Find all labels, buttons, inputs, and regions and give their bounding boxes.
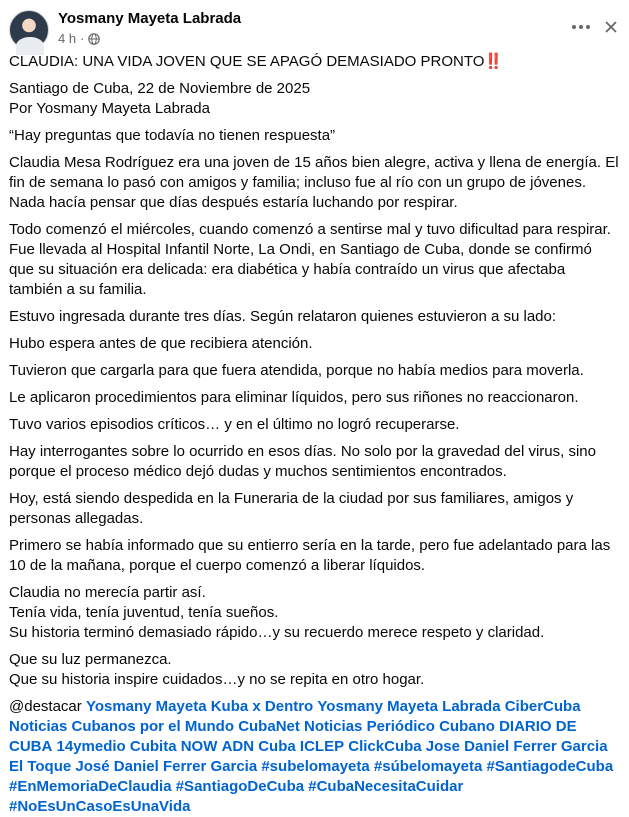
paragraph: Hay interrogantes sobre lo ocurrido en esos días. No solo por la gravedad del virus, sino porque el proceso médico dejó dudas y muchos sentimientos encontrados. <box>9 443 596 480</box>
mention-link[interactable]: ADN Cuba <box>221 738 296 755</box>
paragraph: Todo comenzó el miércoles, cuando comenzó a sentirse mal y tuvo dificultad para respirar. Fue llevada al Hospital Infantil Norte, La Ondi, en Santiago de Cuba, donde se confirmó que su situación era delicada: era diabética y había contraído un virus que afectaba también a su familia. <box>9 221 611 298</box>
closing-block <box>9 650 621 690</box>
mention-link[interactable]: DIARIO DE CUBA <box>9 718 577 755</box>
paragraph: Tuvo varios episodios críticos… y en el último no logró recuperarse. <box>9 416 460 433</box>
meta-separator: · <box>80 31 85 46</box>
dateline-block <box>9 79 621 119</box>
globe-icon <box>88 33 100 45</box>
closing-block <box>9 583 621 643</box>
closing-line: Su historia terminó demasiado rápido…y su recuerdo merece respeto y claridad. <box>9 624 545 641</box>
mention-label: @destacar <box>9 698 82 715</box>
quote: “Hay preguntas que todavía no tienen respuesta” <box>9 127 336 144</box>
paragraph: Tuvieron que cargarla para que fuera atendida, porque no había medios para moverla. <box>9 362 584 379</box>
closing-line: Claudia no merecía partir así. <box>9 584 206 601</box>
close-button[interactable] <box>599 15 623 39</box>
avatar[interactable] <box>9 10 49 50</box>
hashtag-link[interactable]: #SantiagoDeCuba <box>175 778 305 795</box>
post-time[interactable]: 4 h <box>58 31 77 46</box>
hashtag-link[interactable]: #SantiagodeCuba <box>486 758 614 775</box>
mention-link[interactable]: El Toque <box>9 758 72 775</box>
mentions-and-hashtags <box>9 697 621 817</box>
mention-link[interactable]: Yosmany Mayeta Kuba x Dentro <box>85 698 314 715</box>
closing-line: Que su luz permanezca. <box>9 651 172 668</box>
post-meta <box>58 31 100 46</box>
author-name[interactable]: Yosmany Mayeta Labrada <box>58 10 242 27</box>
paragraph: Claudia Mesa Rodríguez era una joven de 15 años bien alegre, activa y llena de energía. El fin de semana lo pasó con amigos y familia; incluso fue al río con un grupo de jóvenes. Nada hacía pensar que días después estaría luchando por respirar. <box>9 154 619 211</box>
hashtag-link[interactable]: #súbelomayeta <box>373 758 483 775</box>
mention-link[interactable]: ClickCuba <box>348 738 422 755</box>
paragraph: Estuvo ingresada durante tres días. Según relataron quienes estuvieron a su lado: <box>9 308 557 325</box>
more-horizontal-icon <box>571 24 591 30</box>
closing-line: Tenía vida, tenía juventud, tenía sueños. <box>9 604 279 621</box>
hashtag-link[interactable]: #subelomayeta <box>261 758 370 775</box>
mention-link[interactable]: 14ymedio <box>56 738 126 755</box>
mention-link[interactable]: Yosmany Mayeta Labrada <box>317 698 501 715</box>
hashtag-link[interactable]: #NoEsUnCasoEsUnaVida <box>9 798 191 815</box>
mention-link[interactable]: Jose Daniel Ferrer Garcia <box>425 738 608 755</box>
hashtag-link[interactable]: #EnMemoriaDeClaudia <box>9 778 172 795</box>
more-options-button[interactable] <box>569 15 593 39</box>
paragraph: Le aplicaron procedimientos para eliminar líquidos, pero sus riñones no reaccionaron. <box>9 389 579 406</box>
hashtag-link[interactable]: #CubaNecesitaCuidar <box>308 778 464 795</box>
post-title: CLAUDIA: UNA VIDA JOVEN QUE SE APAGÓ DEMASIADO PRONTO‼️ <box>9 53 504 70</box>
mention-link[interactable]: CiberCuba Noticias Cubanos por el Mundo <box>9 698 581 735</box>
close-icon <box>605 21 617 33</box>
mention-link[interactable]: Periódico Cubano <box>366 718 495 735</box>
mention-link[interactable]: ICLEP <box>299 738 345 755</box>
dateline: Santiago de Cuba, 22 de Noviembre de 2025 <box>9 80 311 97</box>
closing-line: Que su historia inspire cuidados…y no se repita en otro hogar. <box>9 671 425 688</box>
mention-link[interactable]: José Daniel Ferrer Garcia <box>75 758 258 775</box>
post-body <box>9 52 621 817</box>
post-header <box>9 7 621 47</box>
paragraph: Primero se había informado que su entierro sería en la tarde, pero fue adelantado para las 10 de la mañana, porque el cuerpo comenzó a liberar líquidos. <box>9 537 611 574</box>
byline: Por Yosmany Mayeta Labrada <box>9 100 210 117</box>
mention-link[interactable]: Cubita NOW <box>129 738 218 755</box>
double-exclamation-icon: ‼️ <box>484 53 504 70</box>
mention-link[interactable]: CubaNet Noticias <box>238 718 363 735</box>
paragraph: Hoy, está siendo despedida en la Funeraria de la ciudad por sus familiares, amigos y personas allegadas. <box>9 490 574 527</box>
paragraph: Hubo espera antes de que recibiera atención. <box>9 335 313 352</box>
